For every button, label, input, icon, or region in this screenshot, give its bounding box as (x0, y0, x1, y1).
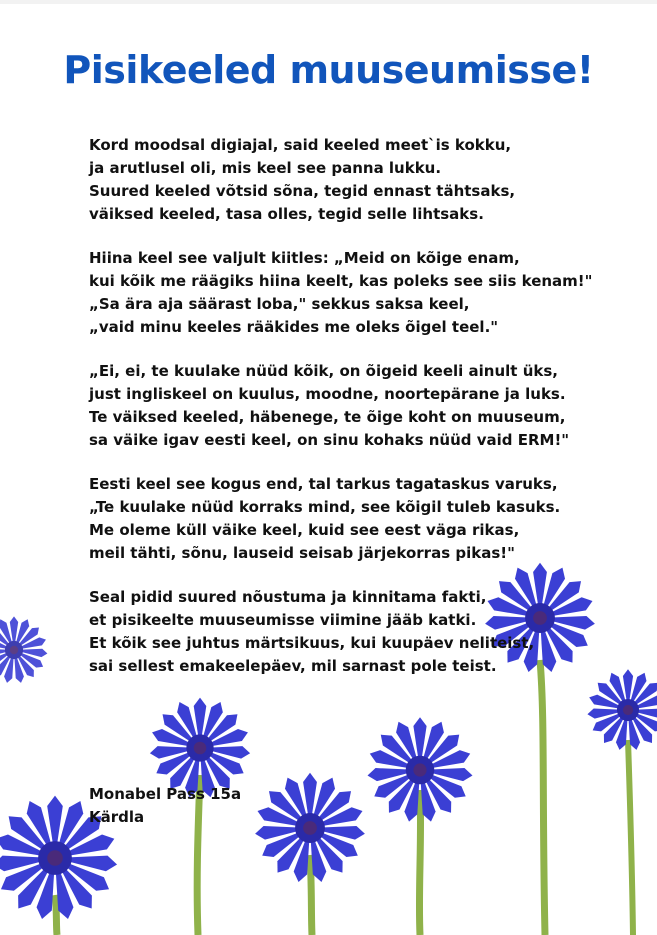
poem-line: Eesti keel see kogus end, tal tarkus tagataskus varuks, (89, 475, 558, 493)
stanza-5 (89, 586, 609, 678)
stanza-3 (89, 360, 609, 452)
poem-line: just ingliskeel on kuulus, moodne, noortepärane ja luks. (89, 385, 566, 403)
poem-line: kui kõik me räägiks hiina keelt, kas poleks see siis kenam!" (89, 272, 593, 290)
author-name: Monabel Pass 15a (89, 785, 242, 803)
page-title: Pisikeeled muuseumisse! (63, 48, 594, 92)
poem-line: Me oleme küll väike keel, kuid see eest väga rikas, (89, 521, 520, 539)
poem-line: „Te kuulake nüüd korraks mind, see kõigil tuleb kasuks. (89, 498, 561, 516)
poem-line: „Sa ära aja säärast loba," sekkus saksa keel, (89, 295, 470, 313)
poem-line: sai sellest emakeelepäev, mil sarnast pole teist. (89, 657, 497, 675)
poem-line: meil tähti, sõnu, lauseid seisab järjekorras pikas!" (89, 544, 515, 562)
poem-line: ja arutlusel oli, mis keel see panna lukku. (89, 159, 442, 177)
poem-line: Te väiksed keeled, häbenege, te õige koht on muuseum, (89, 408, 566, 426)
poem-line: sa väike igav eesti keel, on sinu kohaks nüüd vaid ERM!" (89, 431, 570, 449)
poem-line: Hiina keel see valjult kiitles: „Meid on kõige enam, (89, 249, 520, 267)
poem-line: väiksed keeled, tasa olles, tegid selle lihtsaks. (89, 205, 484, 223)
poem-line: Kord moodsal digiajal, said keeled meet`is kokku, (89, 136, 512, 154)
poem (89, 134, 609, 699)
poem-line: Seal pidid suured nõustuma ja kinnitama fakti, (89, 588, 487, 606)
poem-line: et pisikeelte muuseumisse viimine jääb katki. (89, 611, 477, 629)
stanza-4 (89, 473, 609, 565)
poem-line: Et kõik see juhtus märtsikuus, kui kuupäev neliteist, (89, 634, 535, 652)
author-place: Kärdla (89, 808, 145, 826)
poem-line: „Ei, ei, te kuulake nüüd kõik, on õigeid keeli ainult üks, (89, 362, 558, 380)
stanza-1 (89, 134, 609, 226)
signature (89, 783, 241, 829)
stanza-2 (89, 247, 609, 339)
poem-line: „vaid minu keeles rääkides me oleks õigel teel." (89, 318, 499, 336)
poem-line: Suured keeled võtsid sõna, tegid ennast tähtsaks, (89, 182, 516, 200)
